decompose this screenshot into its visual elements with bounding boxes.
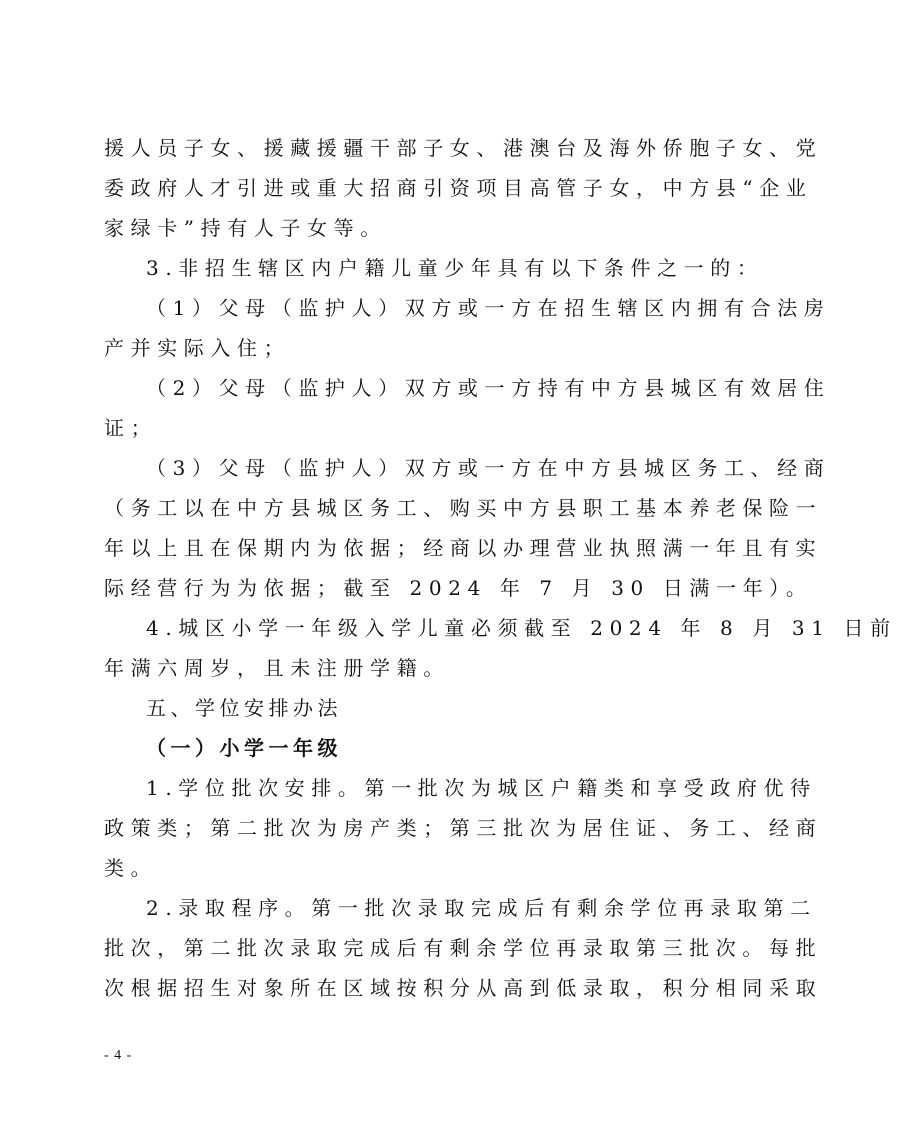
text-line: 类。 xyxy=(104,856,158,880)
text-line: 年以上且在保期内为依据；经商以办理营业执照满一年且有实 xyxy=(104,536,823,560)
document-body xyxy=(104,128,897,1008)
text-line: 1.学位批次安排。第一批次为城区户籍类和享受政府优待 xyxy=(146,776,817,800)
text-line: 年满六周岁，且未注册学籍。 xyxy=(104,656,450,680)
text-line: 产并实际入住； xyxy=(104,336,291,360)
text-line: 政策类；第二批次为房产类；第三批次为居住证、务工、经商 xyxy=(104,816,823,840)
section-heading: 五、学位安排办法 xyxy=(146,696,342,720)
text-line: 4.城区小学一年级入学儿童必须截至 2024 年 8 月 31 日前 xyxy=(146,616,897,640)
text-line: （务工以在中方县城区务工、购买中方县职工基本养老保险一 xyxy=(104,496,823,520)
page-number: - 4 - xyxy=(104,1048,133,1063)
subsection-heading: （一）小学一年级 xyxy=(146,736,342,760)
text-line: （2）父母（监护人）双方或一方持有中方县城区有效居住 xyxy=(146,376,831,400)
text-line: 批次，第二批次录取完成后有剩余学位再录取第三批次。每批 xyxy=(104,936,823,960)
text-line: 证； xyxy=(104,416,158,440)
text-line: 次根据招生对象所在区域按积分从高到低录取，积分相同采取 xyxy=(104,976,823,1000)
text-line: 际经营行为为依据；截至 2024 年 7 月 30 日满一年）。 xyxy=(104,576,813,600)
text-line: （1）父母（监护人）双方或一方在招生辖区内拥有合法房 xyxy=(146,296,831,320)
text-line: 援人员子女、援藏援疆干部子女、港澳台及海外侨胞子女、党 xyxy=(104,136,823,160)
text-line: 家绿卡”持有人子女等。 xyxy=(104,216,387,240)
text-line: （3）父母（监护人）双方或一方在中方县城区务工、经商 xyxy=(146,456,831,480)
text-line: 2.录取程序。第一批次录取完成后有剩余学位再录取第二 xyxy=(146,896,817,920)
text-line: 委政府人才引进或重大招商引资项目高管子女，中方县“企业 xyxy=(104,176,813,200)
text-line: 3.非招生辖区内户籍儿童少年具有以下条件之一的： xyxy=(146,256,764,280)
